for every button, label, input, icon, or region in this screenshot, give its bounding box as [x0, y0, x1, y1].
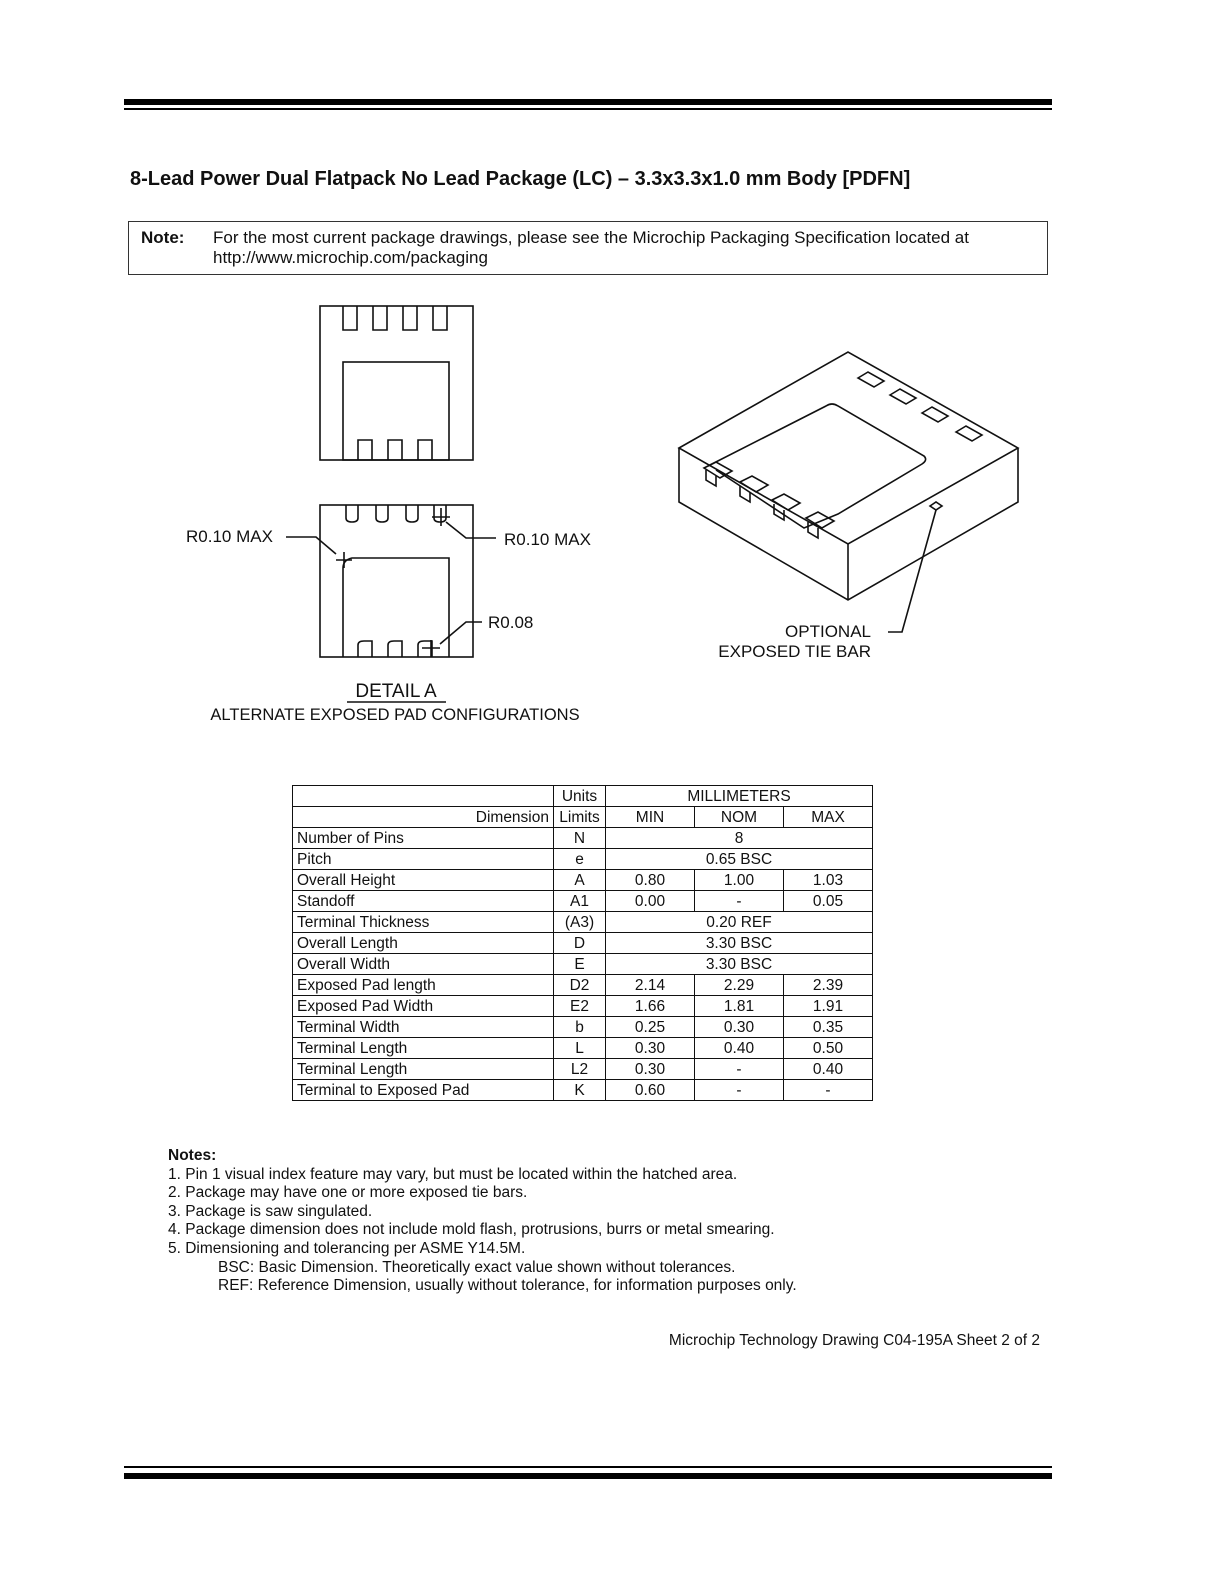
- table-header-limits: [293, 807, 873, 828]
- dimension-max: 1.03: [784, 870, 873, 891]
- dimension-name: Terminal to Exposed Pad: [293, 1080, 554, 1101]
- table-row: [293, 954, 873, 975]
- note-link[interactable]: http://www.microchip.com/packaging: [213, 248, 488, 267]
- detail-a-title: DETAIL A: [355, 681, 437, 702]
- label-r008: R0.08: [488, 613, 534, 632]
- dimension-table-body: [293, 786, 873, 1101]
- dimension-name: Pitch: [293, 849, 554, 870]
- tie-bar-label-2: EXPOSED TIE BAR: [718, 642, 871, 661]
- max-label: MAX: [784, 807, 873, 828]
- table-header-units: [293, 786, 873, 807]
- dimension-value: 3.30 BSC: [606, 933, 873, 954]
- dimension-max: -: [784, 1080, 873, 1101]
- dimension-symbol: E2: [554, 996, 606, 1017]
- dimension-min: 1.66: [606, 996, 695, 1017]
- dimension-min: 0.25: [606, 1017, 695, 1038]
- dimension-min: 0.80: [606, 870, 695, 891]
- dimension-symbol: (A3): [554, 912, 606, 933]
- dimension-nom: 2.29: [695, 975, 784, 996]
- leader-r010-right: [446, 522, 496, 538]
- dimension-nom: -: [695, 1080, 784, 1101]
- nom-label: NOM: [695, 807, 784, 828]
- detail-a-subtitle: ALTERNATE EXPOSED PAD CONFIGURATIONS: [210, 706, 580, 724]
- dimension-symbol: L2: [554, 1059, 606, 1080]
- note-item: 4. Package dimension does not include mold flash, protrusions, burrs or metal smearing.: [168, 1221, 775, 1239]
- dimension-name: Overall Width: [293, 954, 554, 975]
- leader-r010-left: [286, 537, 336, 554]
- isometric-view: [679, 352, 1018, 632]
- dimension-name: Overall Height: [293, 870, 554, 891]
- package-drawing: [0, 290, 1224, 740]
- dimension-symbol: E: [554, 954, 606, 975]
- dimension-max: 1.91: [784, 996, 873, 1017]
- table-row: [293, 975, 873, 996]
- table-row: [293, 891, 873, 912]
- note-line-1: For the most current package drawings, please see the Microchip Packaging Specification located at: [213, 228, 969, 247]
- note-bsc: BSC: Basic Dimension. Theoretically exact value shown without tolerances.: [218, 1258, 736, 1276]
- dimension-nom: -: [695, 1059, 784, 1080]
- notes-heading: Notes:: [168, 1147, 217, 1164]
- dimension-symbol: A: [554, 870, 606, 891]
- tie-bar-label-1: OPTIONAL: [785, 622, 871, 641]
- notes-section: [168, 1147, 797, 1296]
- table-row: [293, 849, 873, 870]
- dimension-name: Terminal Length: [293, 1059, 554, 1080]
- note-item: 3. Package is saw singulated.: [168, 1202, 373, 1220]
- drawing-reference: Microchip Technology Drawing C04-195A Sheet 2 of 2: [668, 1332, 1040, 1349]
- dimension-name: Standoff: [293, 891, 554, 912]
- note-item: 2. Package may have one or more exposed tie bars.: [168, 1184, 528, 1202]
- dimension-max: 0.40: [784, 1059, 873, 1080]
- dimension-symbol: e: [554, 849, 606, 870]
- units-label: Units: [554, 786, 606, 807]
- dimension-symbol: L: [554, 1038, 606, 1059]
- table-row: [293, 1059, 873, 1080]
- dimension-name: Number of Pins: [293, 828, 554, 849]
- bottom-rule-thick: [124, 1473, 1052, 1479]
- dimension-min: 2.14: [606, 975, 695, 996]
- dimension-symbol: b: [554, 1017, 606, 1038]
- dimension-nom: -: [695, 891, 784, 912]
- limits-label: Limits: [554, 807, 606, 828]
- label-r010-left: R0.10 MAX: [186, 527, 273, 546]
- dimension-name: Overall Length: [293, 933, 554, 954]
- dimension-min: 0.60: [606, 1080, 695, 1101]
- dimension-symbol: D: [554, 933, 606, 954]
- units-value: MILLIMETERS: [606, 786, 873, 807]
- note-item: 1. Pin 1 visual index feature may vary, but must be located within the hatched area.: [168, 1165, 738, 1183]
- dimension-label: Dimension: [293, 807, 554, 828]
- table-row: [293, 933, 873, 954]
- table-row: [293, 828, 873, 849]
- dimension-name: Exposed Pad Width: [293, 996, 554, 1017]
- dimension-nom: 0.30: [695, 1017, 784, 1038]
- dimension-symbol: A1: [554, 891, 606, 912]
- detail-a-package: [320, 505, 473, 657]
- dimension-nom: 0.40: [695, 1038, 784, 1059]
- top-view-package: [320, 306, 473, 460]
- dimension-max: 2.39: [784, 975, 873, 996]
- dimension-nom: 1.81: [695, 996, 784, 1017]
- note-item: 5. Dimensioning and tolerancing per ASME Y14.5M.: [168, 1239, 526, 1257]
- dimension-max: 0.50: [784, 1038, 873, 1059]
- dimension-name: Exposed Pad length: [293, 975, 554, 996]
- dimension-table: [292, 785, 873, 1101]
- note-ref: REF: Reference Dimension, usually without tolerance, for information purposes only.: [218, 1277, 797, 1295]
- table-row: [293, 870, 873, 891]
- dimension-name: Terminal Thickness: [293, 912, 554, 933]
- min-label: MIN: [606, 807, 695, 828]
- note-text: [213, 228, 969, 268]
- dimension-symbol: K: [554, 1080, 606, 1101]
- bottom-rule-thin: [124, 1466, 1052, 1468]
- table-row: [293, 1080, 873, 1101]
- dimension-name: Terminal Width: [293, 1017, 554, 1038]
- dimension-name: Terminal Length: [293, 1038, 554, 1059]
- dimension-nom: 1.00: [695, 870, 784, 891]
- dimension-value: 0.65 BSC: [606, 849, 873, 870]
- dimension-value: 0.20 REF: [606, 912, 873, 933]
- leader-r008: [440, 622, 482, 644]
- top-rule-thin: [124, 108, 1052, 110]
- dimension-symbol: N: [554, 828, 606, 849]
- table-row: [293, 1017, 873, 1038]
- table-row: [293, 996, 873, 1017]
- dimension-value: 8: [606, 828, 873, 849]
- dimension-min: 0.30: [606, 1059, 695, 1080]
- dimension-value: 3.30 BSC: [606, 954, 873, 975]
- table-row: [293, 1038, 873, 1059]
- dimension-max: 0.35: [784, 1017, 873, 1038]
- label-r010-right: R0.10 MAX: [504, 530, 591, 549]
- top-rule-thick: [124, 99, 1052, 105]
- dimension-min: 0.30: [606, 1038, 695, 1059]
- page-title: 8-Lead Power Dual Flatpack No Lead Package (LC) – 3.3x3.3x1.0 mm Body [PDFN]: [130, 168, 911, 190]
- note-box: [128, 221, 1048, 275]
- dimension-symbol: D2: [554, 975, 606, 996]
- dimension-min: 0.00: [606, 891, 695, 912]
- note-label: Note:: [141, 228, 185, 247]
- table-row: [293, 912, 873, 933]
- dimension-max: 0.05: [784, 891, 873, 912]
